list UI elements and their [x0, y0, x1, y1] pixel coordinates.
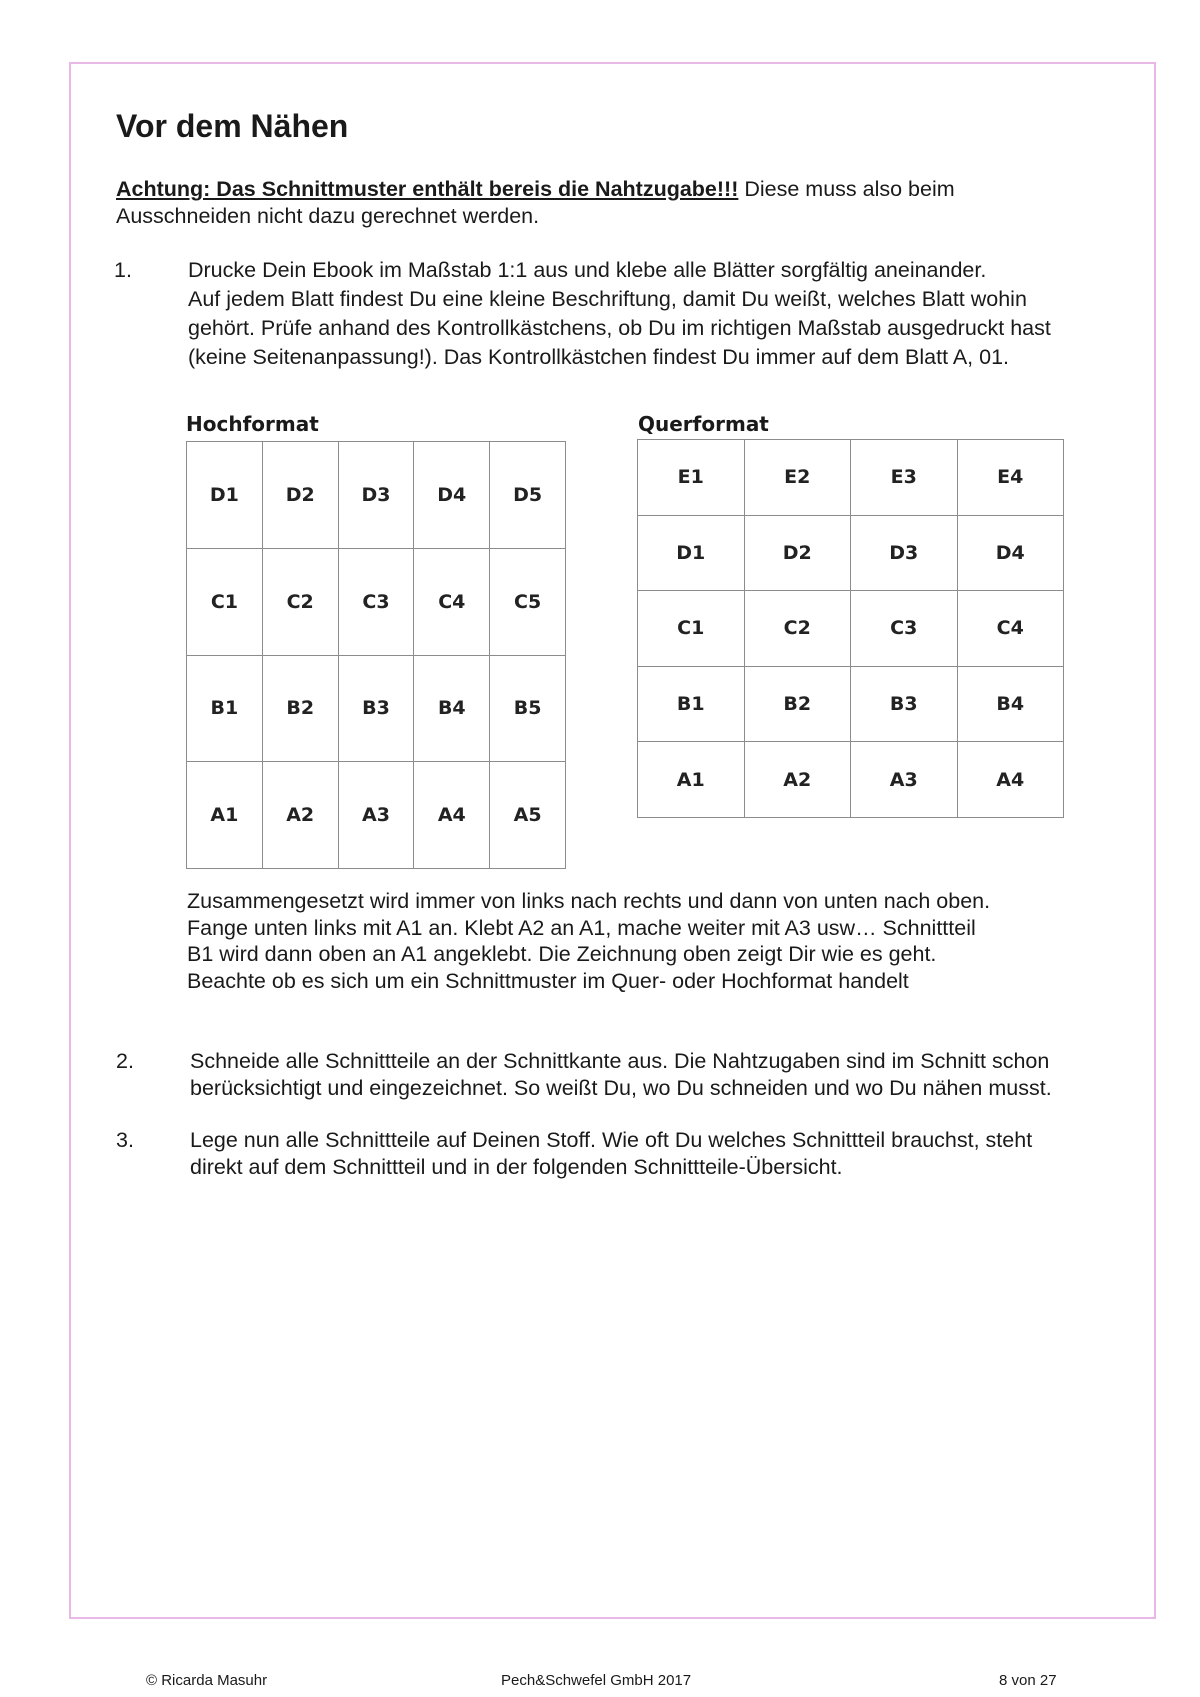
grid-cell: D3	[851, 515, 958, 591]
warning-text-line2: Ausschneiden nicht dazu gerechnet werden.	[116, 204, 540, 228]
grid-cell: B3	[851, 666, 958, 742]
grid-cell: C5	[490, 548, 566, 655]
grid-cell: D1	[187, 442, 263, 549]
grid-cell: E3	[851, 440, 958, 516]
step-line: (keine Seitenanpassung!). Das Kontrollkästchen findest Du immer auf dem Blatt A, 01.	[188, 345, 1010, 369]
step-number: 1.	[114, 258, 132, 282]
grid-cell: D2	[262, 442, 338, 549]
footer-author: © Ricarda Masuhr	[146, 1672, 268, 1689]
grid-cell: E4	[957, 440, 1064, 516]
footer-company: Pech&Schwefel GmbH 2017	[501, 1672, 692, 1689]
grid-row	[638, 591, 1064, 667]
grid-cell: B1	[187, 655, 263, 762]
grid-cell: B3	[338, 655, 414, 762]
grid-cell: B2	[262, 655, 338, 762]
grid-cell: B2	[744, 666, 851, 742]
grid-cell: C3	[851, 591, 958, 667]
step-text	[188, 256, 1108, 372]
grid-cell: C4	[414, 548, 490, 655]
step-number: 3.	[116, 1128, 134, 1152]
grid-cell: B4	[414, 655, 490, 762]
grid-cell: A2	[262, 762, 338, 869]
querformat-grid	[637, 439, 1064, 818]
grid-cell: C2	[262, 548, 338, 655]
grid-cell: D4	[414, 442, 490, 549]
grid-cell: D1	[638, 515, 745, 591]
grid-cell: C4	[957, 591, 1064, 667]
grid-row	[187, 548, 566, 655]
hochformat-label: Hochformat	[186, 412, 319, 436]
assembly-line: Zusammengesetzt wird immer von links nach rechts und dann von unten nach oben.	[187, 889, 991, 913]
grid-cell: B5	[490, 655, 566, 762]
grid-cell: A2	[744, 742, 851, 818]
grid-cell: C1	[638, 591, 745, 667]
assembly-paragraph	[187, 888, 1087, 994]
step-line: direkt auf dem Schnittteil und in der folgenden Schnittteile-Übersicht.	[190, 1154, 843, 1179]
assembly-line: Fange unten links mit A1 an. Klebt A2 an A1, mache weiter mit A3 usw… Schnittteil	[187, 915, 976, 940]
grid-cell: E2	[744, 440, 851, 516]
grid-cell: B4	[957, 666, 1064, 742]
step-number: 2.	[116, 1049, 134, 1073]
step-line: berücksichtigt und eingezeichnet. So weißt Du, wo Du schneiden und wo Du nähen musst.	[190, 1075, 1052, 1100]
grid-cell: A1	[187, 762, 263, 869]
step-line: Drucke Dein Ebook im Maßstab 1:1 aus und klebe alle Blätter sorgfältig aneinander.	[188, 258, 987, 282]
grid-cell: D3	[338, 442, 414, 549]
step-text	[190, 1127, 1110, 1180]
grid-row	[187, 762, 566, 869]
grid-cell: A3	[338, 762, 414, 869]
step-text	[190, 1048, 1110, 1101]
grid-row	[638, 666, 1064, 742]
hochformat-grid	[186, 441, 566, 869]
grid-row	[187, 655, 566, 762]
footer-page-number: 8 von 27	[999, 1672, 1057, 1689]
grid-cell: D5	[490, 442, 566, 549]
grid-cell: A4	[957, 742, 1064, 818]
grid-cell: A3	[851, 742, 958, 818]
grid-cell: D2	[744, 515, 851, 591]
grid-cell: D4	[957, 515, 1064, 591]
step-line: gehört. Prüfe anhand des Kontrollkästchens, ob Du im richtigen Maßstab ausgedruckt hast	[188, 316, 1051, 340]
warning-emphasis: Achtung: Das Schnittmuster enthält bereis die Nahtzugabe!!!	[116, 177, 739, 201]
page-title: Vor dem Nähen	[116, 108, 349, 144]
assembly-line: B1 wird dann oben an A1 angeklebt. Die Zeichnung oben zeigt Dir wie es geht.	[187, 942, 937, 966]
step-line: Lege nun alle Schnittteile auf Deinen Stoff. Wie oft Du welches Schnittteil brauchst, steht	[190, 1128, 1033, 1152]
querformat-label: Querformat	[638, 412, 769, 436]
grid-cell: A1	[638, 742, 745, 818]
grid-cell: A5	[490, 762, 566, 869]
grid-cell: C2	[744, 591, 851, 667]
assembly-line: Beachte ob es sich um ein Schnittmuster im Quer- oder Hochformat handelt	[187, 968, 909, 993]
warning-text: Diese muss also beim	[738, 177, 955, 201]
grid-cell: C1	[187, 548, 263, 655]
grid-cell: E1	[638, 440, 745, 516]
grid-row	[638, 742, 1064, 818]
grid-row	[638, 440, 1064, 516]
warning-paragraph	[116, 176, 1076, 230]
grid-cell: A4	[414, 762, 490, 869]
step-line: Auf jedem Blatt findest Du eine kleine Beschriftung, damit Du weißt, welches Blatt wohin	[188, 287, 1027, 311]
grid-cell: C3	[338, 548, 414, 655]
grid-row	[638, 515, 1064, 591]
grid-cell: B1	[638, 666, 745, 742]
step-line: Schneide alle Schnittteile an der Schnittkante aus. Die Nahtzugaben sind im Schnitt schon	[190, 1049, 1050, 1073]
grid-row	[187, 442, 566, 549]
